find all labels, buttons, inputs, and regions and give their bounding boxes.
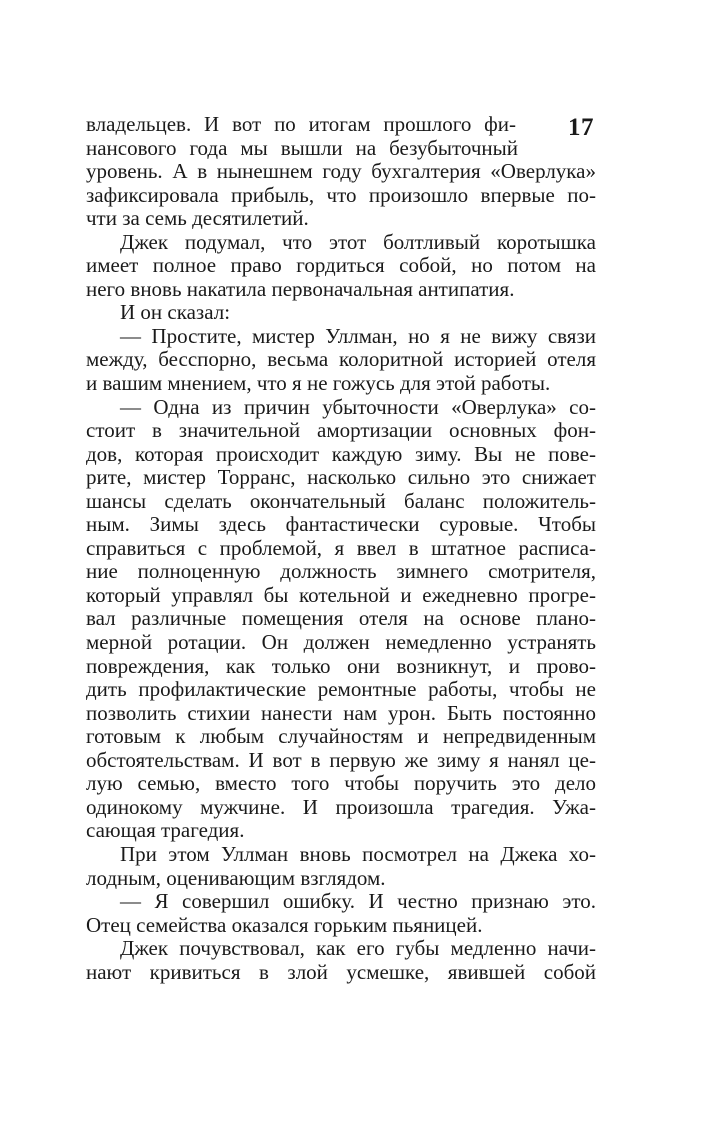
text-line: повреждения, как только они возникнут, и прово- <box>86 653 596 678</box>
text-line: стоит в значительной амортизации основных фон- <box>86 418 596 443</box>
text-line: сающая трагедия. <box>86 818 245 843</box>
text-line: — Я совершил ошибку. И честно признаю это. <box>120 889 596 914</box>
text-line: Отец семейства оказался горьким пьяницей. <box>86 912 483 937</box>
body-text <box>86 113 596 984</box>
text-line: одинокому мужчине. И произошла трагедия. Ужа- <box>86 794 596 819</box>
text-line: Джек почувствовал, как его губы медленно начи- <box>120 936 596 961</box>
text-line: позволить стихии нанести нам урон. Быть постоянно <box>86 700 596 725</box>
text-line: нансового года мы вышли на безубыточный <box>86 135 518 160</box>
text-line: уровень. А в нынешнем году бухгалтерия «Оверлука» <box>86 159 596 184</box>
text-line: зафиксировала прибыль, что произошло впервые по- <box>86 182 596 207</box>
text-line: дов, которая происходит каждую зиму. Вы не пове- <box>86 441 596 466</box>
text-line: При этом Уллман вновь посмотрел на Джека хо- <box>120 841 596 866</box>
text-line: нают кривиться в злой усмешке, явившей собой <box>86 959 596 984</box>
text-line: который управлял бы котельной и ежедневно прогре- <box>86 582 596 607</box>
text-line: И он сказал: <box>120 300 231 325</box>
text-line: и вашим мнением, что я не гожусь для этой работы. <box>86 371 551 396</box>
text-line: имеет полное право гордиться собой, но потом на <box>86 253 596 278</box>
text-line: шансы сделать окончательный баланс положитель- <box>86 488 596 513</box>
text-line: лую семью, вместо того чтобы поручить это дело <box>86 771 596 796</box>
text-line: лодным, оценивающим взглядом. <box>86 865 386 890</box>
page-number: 17 <box>568 114 594 141</box>
text-line: готовым к любым случайностям и непредвиденным <box>86 724 596 749</box>
text-line: Джек подумал, что этот болтливый коротышка <box>120 229 596 254</box>
text-line: рите, мистер Торранс, насколько сильно это снижает <box>86 465 596 490</box>
text-line: дить профилактические ремонтные работы, чтобы не <box>86 677 596 702</box>
text-line: мерной ротации. Он должен немедленно устранять <box>86 630 596 655</box>
text-line: — Простите, мистер Уллман, но я не вижу связи <box>120 323 596 348</box>
text-line: ным. Зимы здесь фантастически суровые. Чтобы <box>86 512 596 537</box>
text-line: владельцев. И вот по итогам прошлого фи- <box>86 112 516 136</box>
text-line: справиться с проблемой, я ввел в штатное расписа- <box>86 535 596 560</box>
text-line: вал различные помещения отеля на основе плано- <box>86 606 596 631</box>
text-line: — Одна из причин убыточности «Оверлука» со- <box>120 394 596 419</box>
text-line: ние полноценную должность зимнего смотрителя, <box>86 559 596 584</box>
text-line: чти за семь десятилетий. <box>86 206 309 231</box>
text-line: него вновь накатила первоначальная антипатия. <box>86 276 515 301</box>
text-line: между, бесспорно, весьма колоритной историей отеля <box>86 347 596 372</box>
text-line: обстоятельствам. И вот в первую же зиму я нанял це- <box>86 747 596 772</box>
